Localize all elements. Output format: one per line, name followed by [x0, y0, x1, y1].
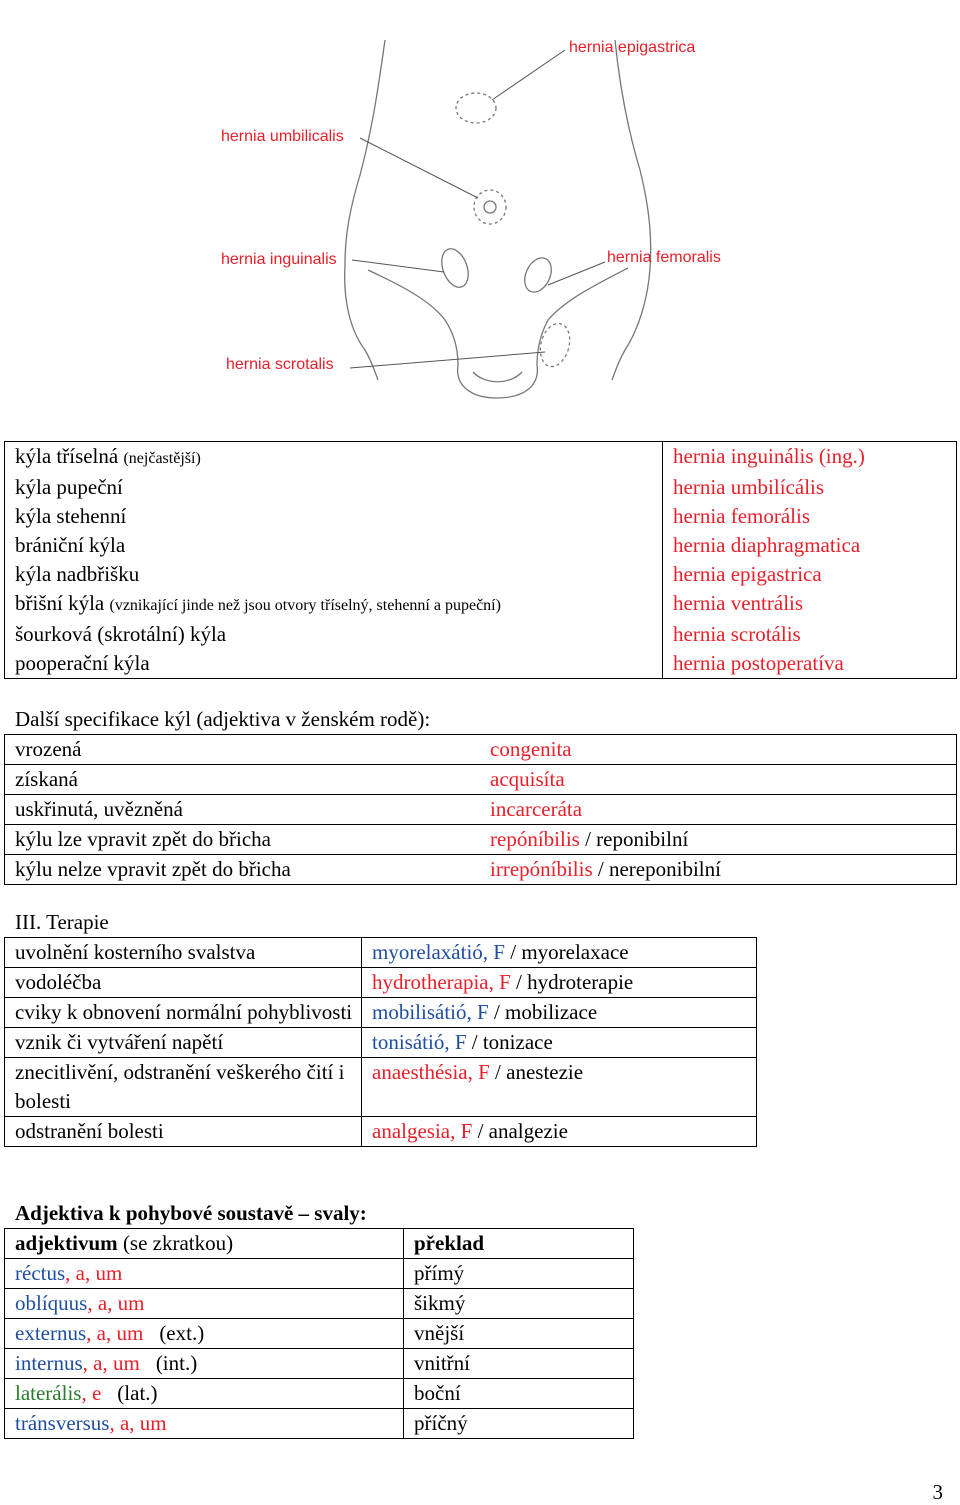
- czech-term: [5, 589, 663, 620]
- latin-term-text: congenita: [490, 737, 572, 761]
- czech-equivalent: / mobilizace: [493, 1000, 598, 1024]
- torso-right-outline: [612, 40, 651, 380]
- table-row: [5, 1289, 634, 1319]
- czech-term: [5, 531, 663, 560]
- table-row: [5, 1319, 634, 1349]
- hernia-diagram: [0, 0, 960, 420]
- latin-term: [362, 938, 757, 968]
- czech-term-note: (nejčastější): [123, 450, 201, 467]
- czech-equivalent: / nereponibilní: [597, 857, 721, 881]
- adjective: [5, 1409, 404, 1439]
- latin-term: [362, 1028, 757, 1058]
- adjective-stem: réctus: [15, 1261, 66, 1285]
- latin-term-text: tonisátió, F: [372, 1030, 467, 1054]
- czech-term-text: šourková (skrotální) kýla: [15, 622, 227, 646]
- header-translation: překlad: [404, 1229, 634, 1259]
- scrotal-ring: [536, 320, 574, 370]
- latin-term: [480, 735, 957, 765]
- czech-equivalent: / tonizace: [471, 1030, 553, 1054]
- adjective: [5, 1319, 404, 1349]
- latin-term-text: hernia femorális: [673, 504, 811, 528]
- table-row: [5, 1058, 757, 1117]
- latin-abbr: (ing.): [818, 444, 865, 468]
- translation: šikmý: [404, 1289, 634, 1319]
- latin-term: [480, 795, 957, 825]
- czech-term: [5, 649, 663, 679]
- groin-left: [368, 270, 458, 365]
- table-row: [5, 938, 757, 968]
- table-row: [5, 1117, 757, 1147]
- czech-term: [5, 620, 663, 649]
- label-hernia-epigastrica: hernia epigastrica: [569, 39, 696, 56]
- latin-term: [480, 825, 957, 855]
- latin-term: [663, 589, 957, 620]
- czech-term: vrozená: [5, 735, 481, 765]
- latin-term-text: hernia scrotális: [673, 622, 801, 646]
- latin-term: [663, 473, 957, 502]
- czech-term: kýlu lze vpravit zpět do břicha: [5, 825, 481, 855]
- therapy-table: [4, 937, 757, 1147]
- latin-term: [663, 442, 957, 474]
- table-row: [5, 649, 957, 679]
- adjective-abbr: (ext.): [159, 1321, 205, 1345]
- latin-term: [480, 855, 957, 885]
- header-adjective: adjektivum (se zkratkou): [5, 1229, 404, 1259]
- adjective: [5, 1379, 404, 1409]
- czech-term: uvolnění kosterního svalstva: [5, 938, 362, 968]
- latin-term: [362, 1117, 757, 1147]
- adjective-endings: , a, um: [65, 1261, 123, 1285]
- table-row: [5, 531, 957, 560]
- table-row: [5, 620, 957, 649]
- hernia-specification-table: [4, 734, 957, 885]
- latin-term: [663, 531, 957, 560]
- table-row: [5, 589, 957, 620]
- translation: vnitřní: [404, 1349, 634, 1379]
- czech-term: cviky k obnovení normální pohyblivosti: [5, 998, 362, 1028]
- czech-term-text: brániční kýla: [15, 533, 126, 557]
- latin-term-text: acquisíta: [490, 767, 565, 791]
- czech-term: získaná: [5, 765, 481, 795]
- czech-term: vznik či vytváření napětí: [5, 1028, 362, 1058]
- latin-term: [663, 649, 957, 679]
- table-row: [5, 795, 957, 825]
- czech-term: kýlu nelze vpravit zpět do břicha: [5, 855, 481, 885]
- adjective-abbr: (int.): [155, 1351, 198, 1375]
- czech-equivalent: / myorelaxace: [510, 940, 629, 964]
- translation: přímý: [404, 1259, 634, 1289]
- section2-heading: Další specifikace kýl (adjektiva v ženském rodě):: [15, 707, 431, 731]
- czech-term: odstranění bolesti: [5, 1117, 362, 1147]
- umbilical-ring: [474, 190, 506, 224]
- latin-term-text: mobilisátió, F: [372, 1000, 489, 1024]
- latin-term-text: hydrotherapia, F: [372, 970, 511, 994]
- muscle-adjectives-table: [4, 1228, 634, 1439]
- czech-term: [5, 442, 663, 474]
- table-row: [5, 855, 957, 885]
- latin-term-text: incarceráta: [490, 797, 583, 821]
- section4-heading: Adjektiva k pohybové soustavě – svaly:: [15, 1201, 367, 1225]
- torso-left-outline: [345, 40, 385, 380]
- latin-term-text: hernia postoperatíva: [673, 651, 844, 675]
- table-row: [5, 560, 957, 589]
- czech-term-text: kýla nadbřišku: [15, 562, 140, 586]
- czech-equivalent: / analgezie: [477, 1119, 568, 1143]
- adjective-endings: , a, um: [109, 1411, 167, 1435]
- adjective-stem: internus: [15, 1351, 83, 1375]
- label-hernia-umbilicalis: hernia umbilicalis: [221, 128, 344, 145]
- translation: vnější: [404, 1319, 634, 1349]
- czech-term-text: kýla tříselná: [15, 444, 119, 468]
- czech-term: uskřinutá, uvězněná: [5, 795, 481, 825]
- latin-term-text: hernia diaphragmatica: [673, 533, 861, 557]
- label-hernia-scrotalis: hernia scrotalis: [226, 356, 334, 373]
- table-row: [5, 765, 957, 795]
- table-row: [5, 442, 957, 474]
- latin-term-text: hernia inguinális: [673, 444, 814, 468]
- czech-equivalent: / anestezie: [495, 1060, 584, 1084]
- epigastric-ring: [456, 93, 496, 123]
- latin-term: [362, 1058, 757, 1117]
- adjective-abbr: (lat.): [117, 1381, 158, 1405]
- adjective-stem: oblíquus: [15, 1291, 88, 1315]
- adjective-endings: , a, um: [82, 1351, 140, 1375]
- table-row: [5, 1028, 757, 1058]
- latin-term-text: repóníbilis: [490, 827, 580, 851]
- czech-term: vodoléčba: [5, 968, 362, 998]
- latin-term-text: myorelaxátió, F: [372, 940, 505, 964]
- czech-equivalent: / reponibilní: [585, 827, 689, 851]
- table-row: [5, 502, 957, 531]
- adjective: [5, 1349, 404, 1379]
- table-row: [5, 1349, 634, 1379]
- translation: příčný: [404, 1409, 634, 1439]
- section3-heading: III. Terapie: [15, 910, 109, 934]
- adjective: [5, 1289, 404, 1319]
- czech-term: [5, 502, 663, 531]
- latin-term: [362, 968, 757, 998]
- hernia-types-table: [4, 441, 957, 679]
- adjective-stem: tránsversus: [15, 1411, 110, 1435]
- table-row: [5, 1259, 634, 1289]
- latin-term: [480, 765, 957, 795]
- czech-term: znecitlivění, odstranění veškerého čití i bolesti: [5, 1058, 362, 1117]
- czech-term: [5, 560, 663, 589]
- label-hernia-inguinalis: hernia inguinalis: [221, 251, 337, 268]
- femoral-ring: [520, 254, 557, 297]
- page-number: 3: [932, 1480, 943, 1504]
- table-row: [5, 1409, 634, 1439]
- inguinal-ring: [437, 245, 473, 291]
- latin-term: [362, 998, 757, 1028]
- latin-term-text: hernia epigastrica: [673, 562, 822, 586]
- adjective-stem: laterális: [15, 1381, 82, 1405]
- czech-term-text: břišní kýla: [15, 591, 105, 615]
- czech-term-text: kýla stehenní: [15, 504, 127, 528]
- latin-term-text: analgesia, F: [372, 1119, 473, 1143]
- table-row: [5, 998, 757, 1028]
- czech-term-text: kýla pupeční: [15, 475, 123, 499]
- table-row: [5, 825, 957, 855]
- latin-term-text: hernia ventrális: [673, 591, 804, 615]
- table-row: [5, 735, 957, 765]
- adjective: [5, 1259, 404, 1289]
- adjective-endings: , a, um: [87, 1291, 145, 1315]
- adjective-stem: externus: [15, 1321, 87, 1345]
- latin-term-text: hernia umbilícális: [673, 475, 825, 499]
- czech-term-note: (vznikající jinde než jsou otvory tříselný, stehenní a pupeční): [109, 597, 501, 614]
- table-row: [5, 1379, 634, 1409]
- adjective-endings: , a, um: [86, 1321, 144, 1345]
- latin-term-text: irrepóníbilis: [490, 857, 593, 881]
- latin-term: [663, 620, 957, 649]
- table-row: [5, 968, 757, 998]
- latin-term: [663, 560, 957, 589]
- czech-equivalent: / hydroterapie: [516, 970, 634, 994]
- label-hernia-femoralis: hernia femoralis: [607, 249, 721, 266]
- adjective-endings: , e: [81, 1381, 102, 1405]
- latin-term: [663, 502, 957, 531]
- czech-term-text: pooperační kýla: [15, 651, 150, 675]
- table-row: [5, 473, 957, 502]
- translation: boční: [404, 1379, 634, 1409]
- latin-term-text: anaesthésia, F: [372, 1060, 490, 1084]
- table-header-row: [5, 1229, 634, 1259]
- groin-right: [537, 268, 628, 365]
- czech-term: [5, 473, 663, 502]
